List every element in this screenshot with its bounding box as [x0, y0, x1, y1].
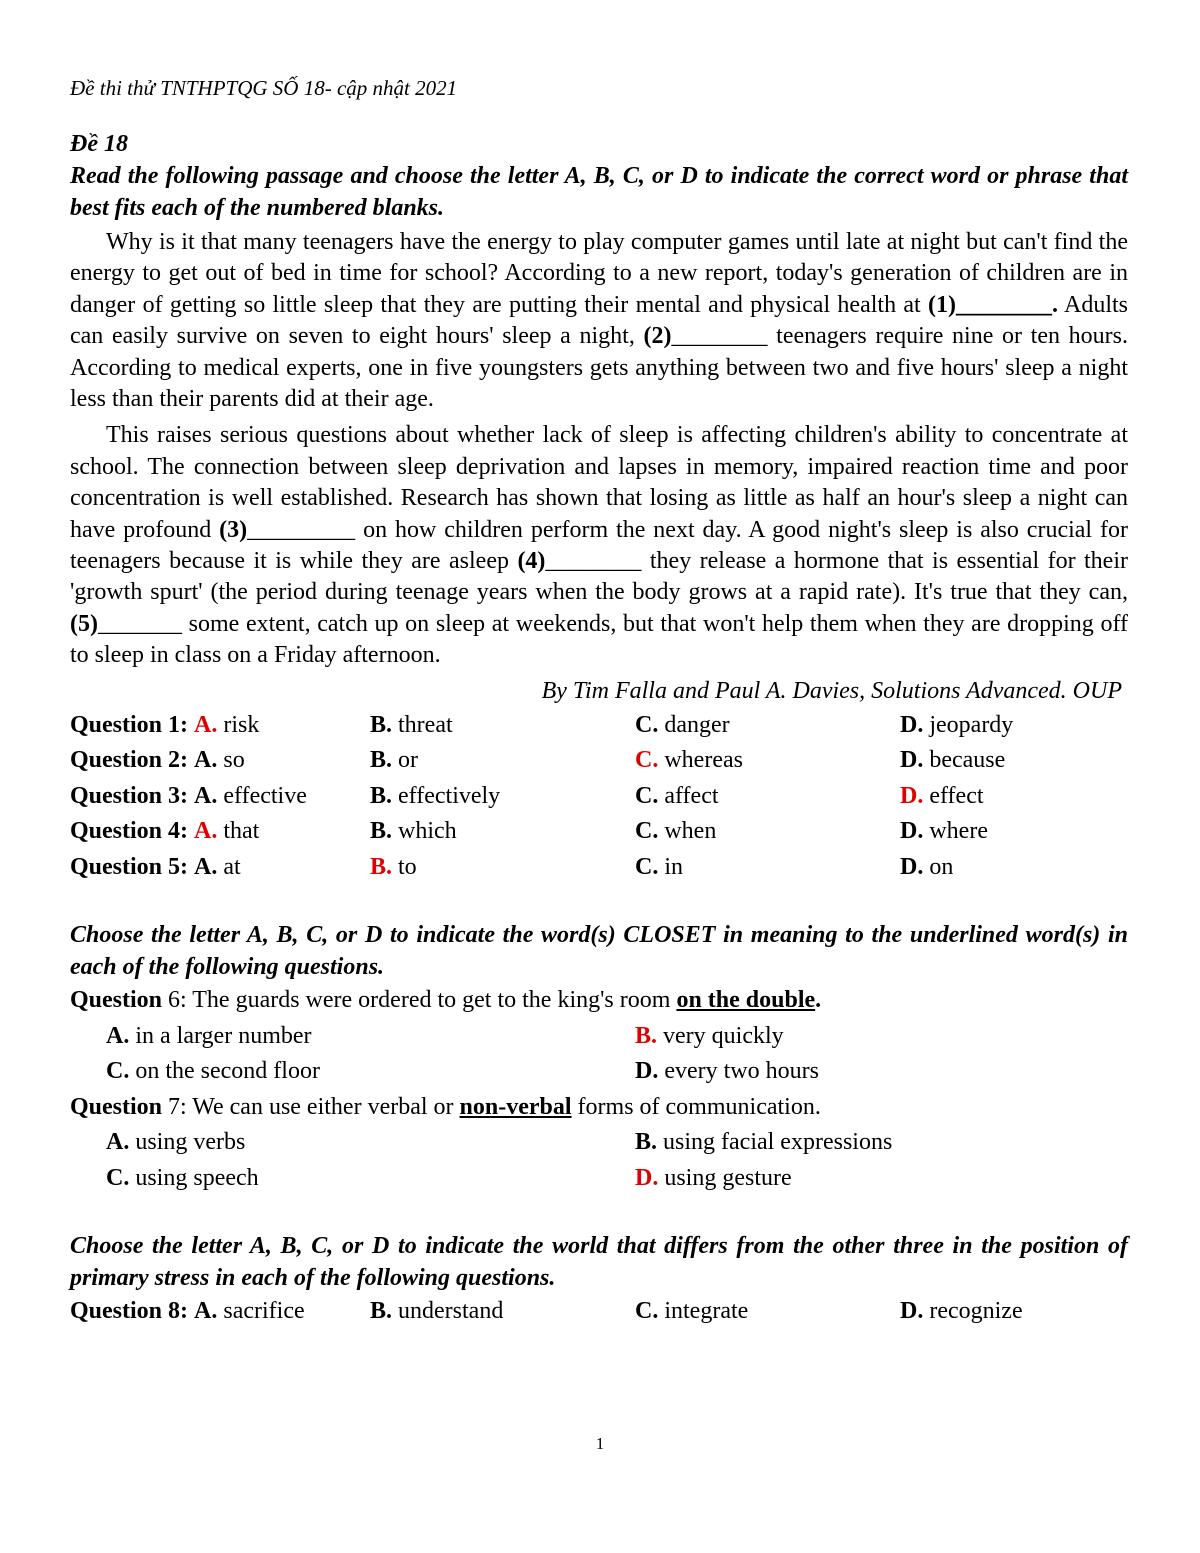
question-row: Question 4: A. that B. which C. when D. where	[70, 818, 988, 845]
passage-paragraph-1: Why is it that many teenagers have the energy to play computer games until late at night but can't find the energy to get out of bed in time for school? According to a new report, today's generation of children are in danger of getting so little sleep that they are putting their mental and physical health at (1)________. Adults can easily survive on seven to eight hours' sleep a night, (2)________ teenagers require nine or ten hours. According to medical experts, one in five youngsters gets anything between two and five hours' sleep a night less than their parents did at their age.	[70, 229, 1128, 413]
page-header: Đề thi thử TNTHPTQG SỐ 18- cập nhật 2021	[70, 76, 458, 100]
question-row: Question 2: A. so B. or C. whereas D. because	[70, 747, 1006, 774]
blank-3-number: (3)	[219, 516, 248, 543]
section3-instruction: Choose the letter A, B, C, or D to indicate the world that differs from the other three in the position of primary stress in each of the following questions.	[70, 1233, 1128, 1292]
blank-2: ________	[671, 323, 768, 350]
blank-5-number: (5)	[70, 610, 98, 637]
blank-1-number: (1)	[928, 291, 956, 318]
underlined-phrase: on the double	[676, 987, 816, 1014]
document-body	[70, 128, 1128, 1330]
blank-1: ________.	[956, 291, 1058, 318]
options-row: A. in a larger number B. very quickly	[106, 1022, 784, 1049]
passage-source: By Tim Falla and Paul A. Davies, Solutions Advanced. OUP	[541, 677, 1122, 704]
blank-5: _______	[97, 610, 182, 637]
section1-instruction: Read the following passage and choose the letter A, B, C, or D to indicate the correct word or phrase that best fits each of the numbered blanks.	[70, 163, 1128, 221]
question-row: Question 5: A. at B. to C. in D. on	[70, 853, 954, 880]
options-row: A. using verbs B. using facial expressions	[106, 1129, 893, 1156]
question-row: Question 1: A. risk B. threat C. danger D. jeopardy	[70, 711, 1014, 738]
options-row: C. using speech D. using gesture	[106, 1164, 792, 1191]
blank-4: ________	[545, 548, 642, 575]
blank-2-number: (2)	[643, 323, 672, 350]
question-7: Question 7: We can use either verbal or non-verbal forms of communication.	[70, 1093, 821, 1120]
options-row: C. on the second floor D. every two hours	[106, 1058, 819, 1085]
blank-3: _________	[247, 516, 356, 543]
exam-title: Đề 18	[70, 131, 128, 157]
question-8: Question 8: A. sacrifice B. understand C. integrate D. recognize	[70, 1298, 1023, 1325]
page-number: 1	[595, 1434, 605, 1453]
question-6: Question 6: The guards were ordered to get to the king's room on the double.	[70, 987, 822, 1014]
question-row: Question 3: A. effective B. effectively C. affect D. effect	[70, 782, 984, 809]
question-list-1	[70, 708, 1128, 886]
section2-instruction: Choose the letter A, B, C, or D to indicate the word(s) CLOSET in meaning to the underlined word(s) in each of the following questions.	[70, 922, 1128, 981]
underlined-phrase: non-verbal	[459, 1093, 572, 1120]
blank-4-number: (4)	[517, 548, 546, 575]
passage-paragraph-2: This raises serious questions about whether lack of sleep is affecting children's ability to concentrate at school. The connection between sleep deprivation and lapses in memory, impaired reaction time and poor concentration is well established. Research has shown that losing as little as half an hour's sleep a night can have profound (3)_________ on how children perform the next day. A good night's sleep is also crucial for teenagers because it is while they are asleep (4)________ they release a hormone that is essential for their 'growth spurt' (the period during teenage years when the body grows at a rapid rate). It's true that they can, (5)_______ some extent, catch up on sleep at weekends, but that won't help them when they are dropping off to sleep in class on a Friday afternoon.	[70, 422, 1128, 669]
